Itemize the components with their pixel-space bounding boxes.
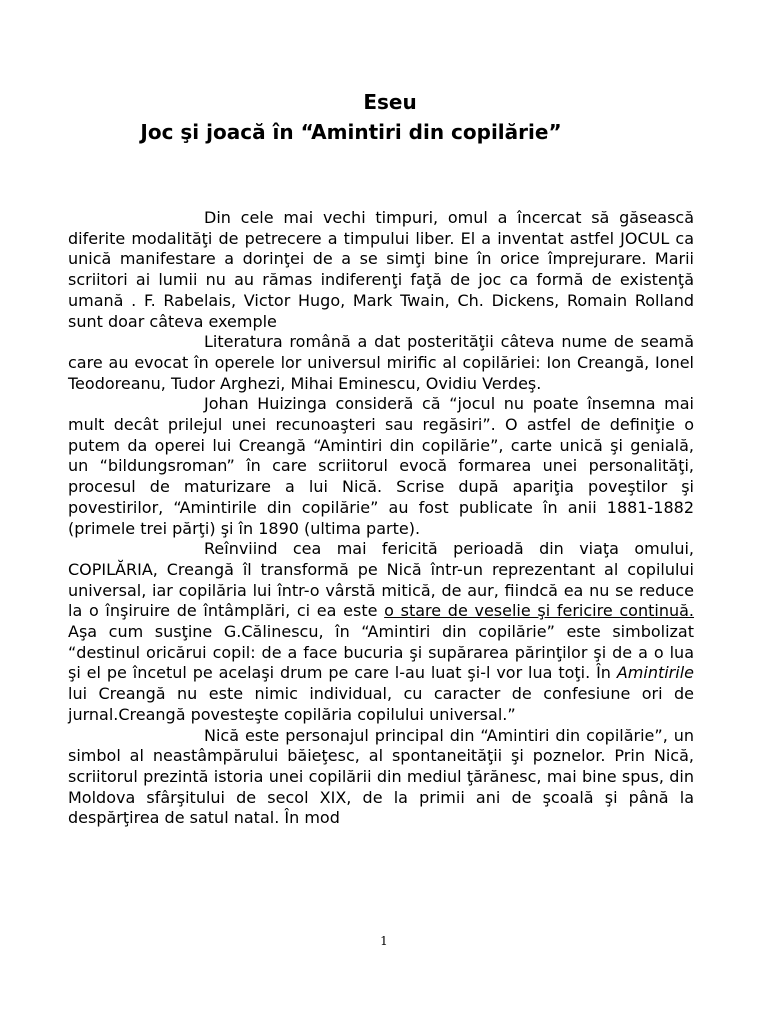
- paragraph-4: [68, 539, 694, 725]
- document-title: Eseu: [363, 90, 417, 114]
- document-subtitle: Joc şi joacă în “Amintiri din copilărie”: [140, 120, 562, 144]
- paragraph-2: Literatura română a dat posterităţii câteva nume de seamă care au evocat în operele lor universul mirific al copilăriei: Ion Creangă, Ionel Teodoreanu, Tudor Arghezi, Mihai Eminescu, Ovidiu Verdeş.: [68, 332, 694, 393]
- page-number: 1: [380, 934, 388, 948]
- paragraph-4-part-b: Aşa cum susţine G.Călinescu, în “Amintiri din copilărie” este simbolizat “destinul oricărui copil: de a face bucuria şi supărarea părinţilor şi de a o lua şi el pe încetul pe acelaşi drum pe care l-au luat şi-l vor lua toţi. În: [68, 622, 694, 683]
- paragraph-4-part-c: lui Creangă nu este nimic individual, cu caracter de confesiune ori de jurnal.Creangă povesteşte copilăria copilului universal.”: [68, 684, 694, 724]
- essay-body: [68, 208, 694, 829]
- paragraph-3: Johan Huizinga consideră că “jocul nu poate însemna mai mult decât prilejul unei recunoaşteri sau regăsiri”. O astfel de definiţie o putem da operei lui Creangă “Amintiri din copilărie”, carte unică şi genială, un “bildungsroman” în care scriitorul evocă formarea unei personalităţi, procesul de maturizare a lui Nică. Scrise după apariţia poveştilor şi povestirilor, “Amintirile din copilărie” au fost publicate în anii 1881-1882 (primele trei părţi) şi în 1890 (ultima parte).: [68, 394, 694, 538]
- underlined-phrase: o stare de veselie şi fericire continuă.: [384, 601, 695, 621]
- italic-title: Amintirile: [616, 663, 694, 683]
- paragraph-5: Nică este personajul principal din “Amintiri din copilărie”, un simbol al neastâmpărului băieţesc, al spontaneităţii şi poznelor. Prin Nică, scriitorul prezintă istoria unei copilării din mediul ţărănesc, mai bine spus, din Moldova sfârşitului de secol XIX, de la primii ani de şcoală şi până la despărţirea de satul natal. În mod: [68, 725, 694, 828]
- paragraph-1: Din cele mai vechi timpuri, omul a încercat să găsească diferite modalităţi de petrecere a timpului liber. El a inventat astfel JOCUL ca unică manifestare a dorinţei de a se simţi bine în orice împrejurare. Marii scriitori ai lumii nu au rămas indiferenţi faţă de joc ca formă de existenţă umană . F. Rabelais, Victor Hugo, Mark Twain, Ch. Dickens, Romain Rolland sunt doar câteva exemple: [68, 208, 694, 331]
- paragraph-4-part-a: Reînviind cea mai fericită perioadă din viaţa omului, COPILĂRIA, Creangă îl transformă pe Nică într-un reprezentant al copilului universal, iar copilăria lui într-o vârstă mitică, de aur, fiindcă ea nu se reduce la o înşiruire de întâmplări, ci ea este: [68, 539, 694, 621]
